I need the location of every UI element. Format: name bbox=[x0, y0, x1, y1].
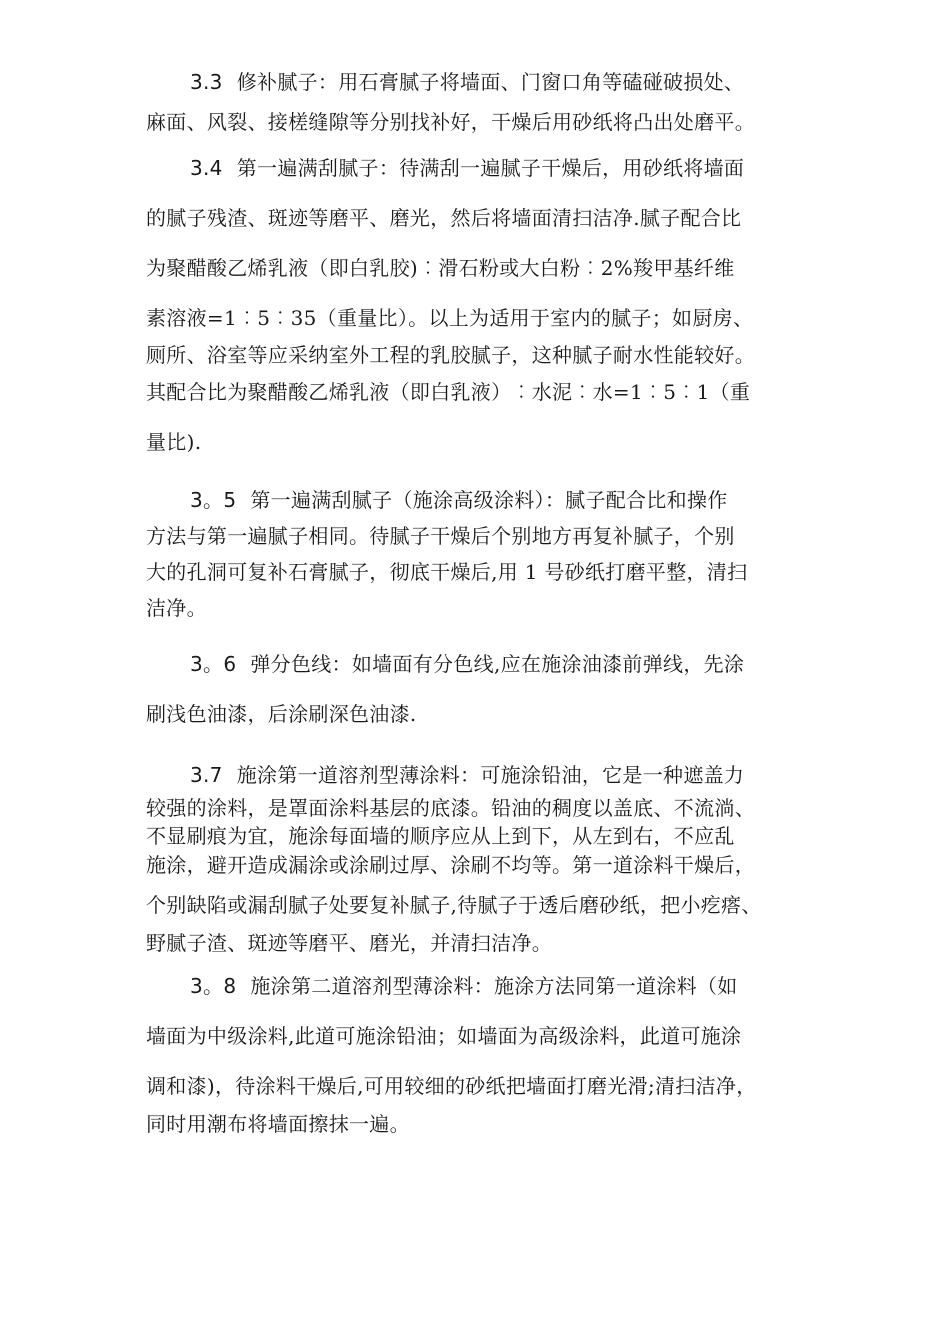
paragraph-3-8 bbox=[146, 966, 814, 1142]
paragraph-3-7 bbox=[146, 756, 814, 962]
paragraph-line: 施涂，避开造成漏涂或涂刷过厚、涂刷不均等。第一道涂料干燥后， bbox=[146, 853, 755, 877]
section-number: 3.4 bbox=[190, 156, 223, 180]
section-number: 3。5 bbox=[190, 488, 237, 512]
paragraph-3-4 bbox=[146, 148, 814, 462]
paragraph-3-3 bbox=[146, 64, 814, 144]
paragraph-line: 不显刷痕为宜，施涂每面墙的顺序应从上到下，从左到右，不应乱 bbox=[146, 824, 735, 848]
paragraph-line: 第一遍满刮腻子（施涂高级涂料）：腻子配合比和操作 bbox=[250, 488, 728, 512]
paragraph-line: 洁净。 bbox=[146, 596, 207, 620]
paragraph-line: 个别缺陷或漏刮腻子处要复补腻子,待腻子于透后磨砂纸，把小疙瘩、 bbox=[146, 893, 762, 917]
paragraph-line: 的腻子残渣、斑迹等磨平、磨光，然后将墙面清扫洁净.腻子配合比 bbox=[146, 206, 742, 230]
paragraph-line: 墙面为中级涂料,此道可施涂铅油；如墙面为高级涂料，此道可施涂 bbox=[146, 1024, 742, 1048]
paragraph-line: 量比). bbox=[146, 430, 202, 454]
paragraph-line: 其配合比为聚醋酸乙烯乳液（即白乳液）︰水泥︰水=1︰5︰1（重 bbox=[146, 380, 751, 404]
paragraph-line: 修补腻子：用石膏腻子将墙面、门窗口角等磕碰破损处、 bbox=[236, 70, 745, 94]
paragraph-line: 麻面、风裂、接槎缝隙等分别找补好，干燥后用砂纸将凸出处磨平。 bbox=[146, 110, 755, 134]
paragraph-line: 刷浅色油漆，后涂刷深色油漆. bbox=[146, 702, 417, 726]
paragraph-3-6 bbox=[146, 644, 814, 734]
paragraph-line: 大的孔洞可复补石膏腻子，彻底干燥后,用 1 号砂纸打磨平整，清扫 bbox=[146, 560, 748, 584]
section-number: 3.7 bbox=[190, 763, 223, 787]
paragraph-line: 弹分色线：如墙面有分色线,应在施涂油漆前弹线，先涂 bbox=[250, 652, 745, 676]
paragraph-line: 施涂第一道溶剂型薄涂料：可施涂铅油，它是一种遮盖力 bbox=[236, 763, 745, 787]
paragraph-3-5 bbox=[146, 482, 814, 626]
paragraph-line: 第一遍满刮腻子：待满刮一遍腻子干燥后，用砂纸将墙面 bbox=[236, 156, 745, 180]
section-number: 3.3 bbox=[190, 70, 223, 94]
paragraph-line: 素溶液=1︰5︰35（重量比）。以上为适用于室内的腻子；如厨房、 bbox=[146, 306, 754, 330]
section-number: 3。6 bbox=[190, 652, 237, 676]
paragraph-line: 方法与第一遍腻子相同。待腻子干燥后个别地方再复补腻子，个别 bbox=[146, 524, 735, 548]
paragraph-line: 调和漆)，待涂料干燥后,可用较细的砂纸把墙面打磨光滑;清扫洁净， bbox=[146, 1074, 757, 1098]
paragraph-line: 野腻子渣、斑迹等磨平、磨光，并清扫洁净。 bbox=[146, 931, 552, 955]
paragraph-line: 为聚醋酸乙烯乳液（即白乳胶)︰滑石粉或大白粉︰2%羧甲基纤维 bbox=[146, 256, 735, 280]
paragraph-line: 同时用潮布将墙面擦抹一遍。 bbox=[146, 1112, 410, 1136]
section-number: 3。8 bbox=[190, 974, 237, 998]
paragraph-line: 较强的涂料，是罩面涂料基层的底漆。铅油的稠度以盖底、不流淌、 bbox=[146, 796, 755, 820]
paragraph-line: 厕所、浴室等应采纳室外工程的乳胶腻子，这种腻子耐水性能较好。 bbox=[146, 343, 755, 367]
paragraph-line: 施涂第二道溶剂型薄涂料：施涂方法同第一道涂料（如 bbox=[250, 974, 738, 998]
